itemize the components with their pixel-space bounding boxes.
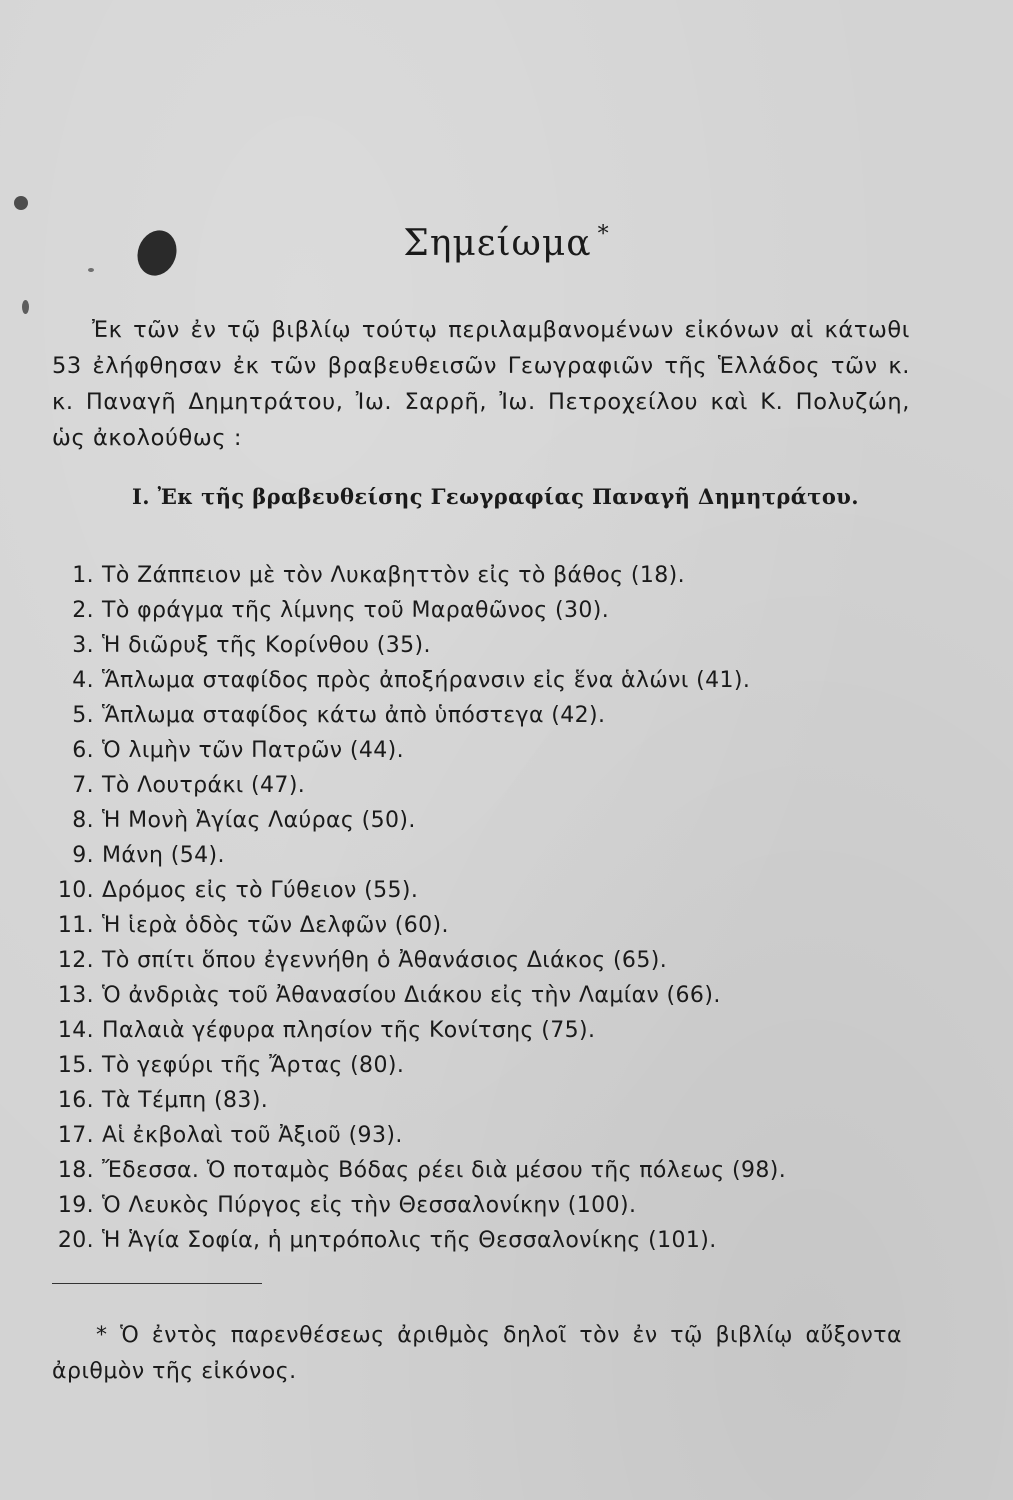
ink-spot-small (22, 300, 29, 314)
list-item-text: Ἡ ἱερὰ ὁδὸς τῶν Δελφῶν (60). (102, 913, 449, 938)
list-item-text: Τὰ Τέμπη (83). (102, 1088, 269, 1113)
list-item-number: 6. (72, 738, 94, 763)
list-item-text: Μάνη (54). (102, 843, 225, 868)
list-item (50, 1013, 930, 1048)
list-item-text: Ἔδεσσα. Ὁ ποταμὸς Βόδας ρέει διὰ μέσου τῆς πόλεως (98). (102, 1158, 787, 1183)
list-item-text: Τὸ σπίτι ὅπου ἐγεννήθη ὁ Ἀθανάσιος Διάκος (65). (102, 948, 668, 973)
list-item (50, 1223, 930, 1258)
list-item (50, 593, 930, 628)
ink-speck (88, 268, 94, 272)
page-title (0, 222, 1013, 264)
list-item (50, 838, 930, 873)
list-item-text: Τὸ Ζάππειον μὲ τὸν Λυκαβηττὸν εἰς τὸ βάθος (18). (102, 563, 686, 588)
list-item (50, 1048, 930, 1083)
list-item-number: 3. (72, 633, 94, 658)
list-item-text: Ἡ Μονὴ Ἁγίας Λαύρας (50). (102, 808, 416, 833)
list-item-text: Ἡ Ἁγία Σοφία, ἡ μητρόπολις τῆς Θεσσαλονίκης (101). (102, 1228, 717, 1253)
list-item-number: 20. (57, 1228, 94, 1253)
list-item-text: Ὁ Λευκὸς Πύργος εἰς τὴν Θεσσαλονίκην (100). (102, 1193, 637, 1218)
list-item-number: 13. (57, 983, 94, 1008)
list-item-number: 9. (72, 843, 94, 868)
intro-paragraph: Ἐκ τῶν ἐν τῷ βιβλίῳ τούτῳ περιλαμβανομένων εἰκόνων αἱ κάτωθι 53 ἐλήφθησαν ἐκ τῶν βραβευθεισῶν Γεωγραφιῶν τῆς Ἑλλάδος τῶν κ. κ. Παναγῆ Δημητράτου, Ἰω. Σαρρῆ, Ἰω. Πετροχείλου καὶ Κ. Πολυζώη, ὡς ἀκολούθως : (52, 317, 910, 451)
list-item-number: 19. (57, 1193, 94, 1218)
list-item-number: 1. (72, 563, 94, 588)
list-item-text: Ἅπλωμα σταφίδος κάτω ἀπὸ ὑπόστεγα (42). (102, 703, 606, 728)
image-list (50, 558, 930, 1258)
list-item (50, 733, 930, 768)
list-item-number: 10. (57, 878, 94, 903)
footnote-rule (52, 1283, 262, 1284)
list-item-number: 15. (57, 1053, 94, 1078)
list-item-text: Ὁ λιμὴν τῶν Πατρῶν (44). (102, 738, 405, 763)
list-item-number: 16. (57, 1088, 94, 1113)
list-item-number: 11. (57, 913, 94, 938)
list-item (50, 1118, 930, 1153)
section-heading: Ι. Ἐκ τῆς βραβευθείσης Γεωγραφίας Παναγῆ Δημητράτου. (132, 484, 859, 509)
list-item (50, 628, 930, 663)
list-item-number: 12. (57, 948, 94, 973)
list-item-text: Ἡ διῶρυξ τῆς Κορίνθου (35). (102, 633, 431, 658)
title-text: Σημείωμα (403, 223, 592, 264)
ink-spot-small (14, 196, 28, 210)
list-item-number: 2. (72, 598, 94, 623)
list-item-number: 5. (72, 703, 94, 728)
list-item-number: 4. (72, 668, 94, 693)
list-item-text: Δρόμος εἰς τὸ Γύθειον (55). (102, 878, 419, 903)
list-item-number: 18. (57, 1158, 94, 1183)
list-item (50, 803, 930, 838)
list-item-text: Τὸ Λουτράκι (47). (102, 773, 306, 798)
list-item (50, 663, 930, 698)
title-asterisk: * (597, 222, 610, 247)
list-item-number: 7. (72, 773, 94, 798)
list-item-text: Παλαιὰ γέφυρα πλησίον τῆς Κονίτσης (75). (102, 1018, 596, 1043)
list-item-text: Αἱ ἐκβολαὶ τοῦ Ἀξιοῦ (93). (102, 1123, 403, 1148)
list-item (50, 873, 930, 908)
list-item (50, 558, 930, 593)
list-item-number: 8. (72, 808, 94, 833)
list-item (50, 768, 930, 803)
list-item (50, 978, 930, 1013)
list-item-text: Τὸ γεφύρι τῆς Ἄρτας (80). (102, 1053, 405, 1078)
list-item-text: Ὁ ἀνδριὰς τοῦ Ἀθανασίου Διάκου εἰς τὴν Λαμίαν (66). (102, 983, 721, 1008)
list-item (50, 698, 930, 733)
list-item-text: Τὸ φράγμα τῆς λίμνης τοῦ Μαραθῶνος (30). (102, 598, 610, 623)
list-item (50, 1083, 930, 1118)
list-item (50, 1153, 930, 1188)
list-item-number: 14. (57, 1018, 94, 1043)
list-item (50, 908, 930, 943)
footnote: * Ὁ ἐντὸς παρενθέσεως ἀριθμὸς δηλοῖ τὸν ἐν τῷ βιβλίῳ αὔξοντα ἀριθμὸν τῆς εἰκόνος. (52, 1323, 902, 1384)
list-item-number: 17. (57, 1123, 94, 1148)
list-item (50, 943, 930, 978)
list-item-text: Ἅπλωμα σταφίδος πρὸς ἀποξήρανσιν εἰς ἕνα ἁλώνι (41). (102, 668, 751, 693)
list-item (50, 1188, 930, 1223)
